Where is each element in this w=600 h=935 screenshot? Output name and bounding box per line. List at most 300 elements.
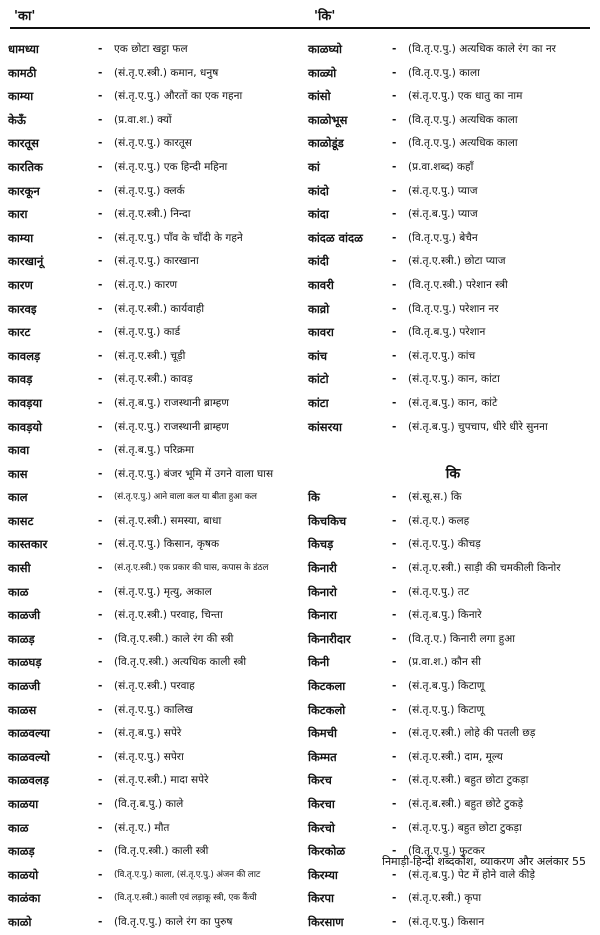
headword: कांदळ वांदळ: [308, 230, 363, 245]
definition: (सं.तृ.ए.पु.) कार्ड: [114, 326, 181, 339]
definition: (वि.तृ.ए.) किनारी लगा हुआ: [408, 632, 515, 645]
separator-dash: -: [392, 538, 397, 551]
definition: (सं.तृ.ए.स्त्री.) लोहे की पतली छड़: [408, 727, 536, 740]
dictionary-entry: [8, 604, 300, 628]
dictionary-entry: [308, 557, 598, 581]
definition: (सं.सू.स.) कि: [408, 491, 462, 504]
separator-dash: -: [392, 66, 397, 79]
headword: काळयो: [8, 867, 39, 882]
separator-dash: -: [392, 90, 397, 103]
separator-dash: -: [98, 66, 103, 79]
dictionary-entry: [8, 132, 300, 156]
headword: काळघड़: [8, 655, 42, 670]
dictionary-entry: [8, 321, 300, 345]
dictionary-entry: [8, 274, 300, 298]
separator-dash: -: [392, 278, 397, 291]
definition: (सं.तृ.ए.पु.) कारखाना: [114, 255, 199, 268]
header-rule: [10, 27, 590, 29]
definition: (सं.तृ.ए.स्त्री.) निन्दा: [114, 208, 191, 221]
headword: कावा: [8, 443, 30, 458]
dictionary-entry: [308, 180, 598, 204]
headword: काळघ्यो: [308, 42, 343, 56]
headword: कांच: [308, 348, 328, 363]
dictionary-entry: [8, 817, 300, 841]
definition: (वि.तृ.ए.पु.) अत्यधिक काला: [408, 113, 518, 126]
headword: कारा: [8, 207, 28, 222]
dictionary-entry: [8, 203, 300, 227]
dictionary-entry: [8, 180, 300, 204]
separator-dash: -: [392, 302, 397, 315]
separator-dash: -: [392, 184, 397, 197]
dictionary-entry: [308, 486, 598, 510]
dictionary-entry: [8, 486, 300, 510]
definition: (वि.तृ.ए.स्त्री.) अत्यधिक काली स्त्री: [114, 656, 247, 669]
headword: किरम्या: [308, 867, 338, 882]
headword: कास्तकार: [8, 537, 48, 552]
definition: (सं.तृ.ए.स्त्री.) कार्यवाही: [114, 302, 205, 315]
separator-dash: -: [98, 845, 103, 858]
separator-dash: -: [392, 915, 397, 928]
headword: कामठी: [8, 65, 37, 80]
dictionary-entry: [8, 746, 300, 770]
headword: किचड़: [308, 537, 334, 552]
headword: किमची: [308, 726, 337, 741]
headword: कांसरया: [308, 419, 342, 434]
definition: (सं.तृ.ब.पु.) पेट में होने वाले कीड़े: [408, 868, 536, 881]
right-column: [308, 38, 598, 935]
separator-dash: -: [98, 137, 103, 150]
separator-dash: -: [392, 420, 397, 433]
separator-dash: -: [392, 609, 397, 622]
definition: (सं.तृ.ब.पु.) परिक्रमा: [114, 444, 194, 457]
separator-dash: -: [98, 278, 103, 291]
dictionary-entry: [308, 887, 598, 911]
definition: (सं.तृ.ब.पु.) किटाणू: [408, 680, 485, 693]
headword: काळोभूस: [308, 112, 348, 127]
definition: (सं.तृ.ए.) मौत: [114, 821, 170, 834]
separator-dash: -: [98, 680, 103, 693]
separator-dash: -: [392, 892, 397, 905]
separator-dash: -: [392, 231, 397, 244]
separator-dash: -: [98, 444, 103, 457]
dictionary-entry: [308, 911, 598, 935]
dictionary-entry: [308, 769, 598, 793]
dictionary-entry: [308, 793, 598, 817]
headword: किम्मत: [308, 749, 337, 764]
separator-dash: -: [392, 349, 397, 362]
headword: काळड़: [8, 631, 35, 646]
dictionary-entry: [8, 85, 300, 109]
definition: (सं.तृ.ए.पु.) क्लर्क: [114, 184, 185, 197]
separator-dash: -: [98, 798, 103, 810]
definition: (प्र.वा.श.) क्यों: [114, 113, 172, 126]
definition: (वि.तृ.ए.पु.) अत्यधिक काले रंग का नर: [408, 43, 556, 55]
definition: (वि.तृ.ए.स्त्री.) काले रंग की स्त्री: [114, 632, 234, 645]
dictionary-entry: [8, 864, 300, 888]
headword: कावड़: [8, 372, 33, 387]
headword: किरकोळ: [308, 844, 346, 859]
separator-dash: -: [98, 703, 103, 716]
headword: किरचा: [308, 797, 335, 811]
section-heading: कि: [445, 465, 461, 482]
definition: (वि.तृ.ए.पु.) फुटकर: [408, 845, 485, 858]
dictionary-entry: [308, 722, 598, 746]
separator-dash: -: [98, 632, 103, 645]
separator-dash: -: [98, 727, 103, 740]
right-column-header: 'कि': [314, 9, 336, 24]
separator-dash: -: [98, 420, 103, 433]
dictionary-entry: [308, 604, 598, 628]
definition: (सं.तृ.ए.स्त्री.) कावड़: [114, 373, 193, 386]
separator-dash: -: [392, 255, 397, 268]
definition: एक छोटा खट्टा फल: [114, 43, 188, 55]
definition: (सं.तृ.ए.पु.) बहुत छोटा टुकड़ा: [408, 821, 522, 834]
dictionary-entry: [308, 85, 598, 109]
headword: काळस: [8, 702, 37, 717]
definition: (वि.तृ.ए.स्त्री.) परेशान स्त्री: [408, 278, 508, 291]
separator-dash: -: [98, 656, 103, 669]
definition: (सं.तृ.ए.) कलह: [408, 514, 470, 527]
separator-dash: -: [98, 750, 103, 763]
headword: कावरी: [308, 277, 334, 292]
headword: किनारा: [308, 608, 337, 623]
definition: (सं.तृ.ए.पु.) प्याज: [408, 184, 478, 197]
definition: (सं.तृ.ए.स्त्री.) समस्या, बाधा: [114, 514, 222, 527]
definition: (सं.तृ.ए.स्त्री.) छोटा प्याज: [408, 255, 506, 268]
headword: काळो: [8, 914, 32, 929]
left-column-header: 'का': [14, 9, 36, 24]
separator-dash: -: [98, 467, 103, 480]
dictionary-entry: [8, 533, 300, 557]
definition: (वि.तृ.ए.पु.) अत्यधिक काला: [408, 137, 518, 150]
headword: कांटो: [308, 372, 329, 387]
separator-dash: -: [392, 208, 397, 221]
dictionary-entry: [8, 392, 300, 416]
headword: काळजी: [8, 679, 41, 694]
dictionary-entry: [8, 439, 300, 463]
dictionary-entry: [8, 368, 300, 392]
headword: कारतिक: [8, 159, 43, 174]
headword: कारतूस: [8, 136, 39, 151]
dictionary-entry: [8, 345, 300, 369]
dictionary-entry: [8, 675, 300, 699]
dictionary-entry: [8, 227, 300, 251]
dictionary-entry: [308, 651, 598, 675]
headword: काळ: [8, 820, 29, 835]
headword: काळड़: [8, 844, 35, 859]
separator-dash: -: [98, 113, 103, 126]
separator-dash: -: [392, 680, 397, 693]
headword: कांसो: [308, 89, 331, 104]
definition: (सं.तृ.ए.पु.) कान, कांटा: [408, 373, 500, 386]
headword: काळवल्यो: [8, 749, 50, 764]
separator-dash: -: [392, 326, 397, 339]
definition: (सं.तृ.ब.स्त्री.) बहुत छोटे टुकड़े: [408, 798, 524, 810]
headword: कास: [8, 466, 28, 481]
definition: (सं.तृ.ए.स्त्री.) साड़ी की चमकीली किनोर: [408, 562, 561, 575]
dictionary-entry: [308, 392, 598, 416]
definition: (सं.तृ.ए.पु.) राजस्थानी ब्राम्हण: [114, 420, 229, 433]
dictionary-entry: [308, 699, 598, 723]
headword: काव्रो: [308, 301, 330, 316]
dictionary-entry: [8, 250, 300, 274]
separator-dash: -: [98, 255, 103, 268]
definition: (सं.तृ.ए.पु.) तट: [408, 585, 470, 598]
dictionary-entry: [308, 203, 598, 227]
dictionary-entry: [308, 62, 598, 86]
headword: कि: [308, 490, 320, 505]
headword: किनारीदार: [308, 631, 351, 646]
dictionary-entry: [308, 817, 598, 841]
definition: (सं.तृ.ए.पु.) औरतों का एक गहना: [114, 90, 243, 103]
headword: किरपा: [308, 891, 335, 906]
definition: (सं.तृ.ए.स्त्री.) चूड़ी: [114, 349, 186, 362]
definition: (सं.तृ.ब.पु.) कान, कांटे: [408, 396, 498, 409]
headword: कांदी: [308, 254, 329, 269]
headword: कारवइ: [8, 301, 37, 316]
definition: (सं.तृ.ए.पु.) कालिख: [114, 703, 193, 716]
dictionary-entry: [308, 298, 598, 322]
dictionary-entry: [8, 887, 300, 911]
separator-dash: -: [392, 798, 397, 810]
definition: (सं.तृ.ए.स्त्री.) परवाह, चिन्ता: [114, 609, 223, 622]
headword: कावलड़: [8, 348, 41, 363]
headword: किटकला: [308, 679, 346, 694]
separator-dash: -: [392, 774, 397, 787]
headword: काळंका: [8, 891, 41, 906]
dictionary-entry: [8, 699, 300, 723]
headword: कासी: [8, 561, 31, 576]
definition: (सं.तृ.ब.पु.) चुपचाप, धीरे धीरे सुनना: [408, 420, 548, 433]
dictionary-entry: [308, 533, 598, 557]
dictionary-entry: [308, 38, 598, 62]
definition: (सं.तृ.ए.पु.) एक हिन्दी महिना: [114, 160, 228, 173]
dictionary-entry: [8, 298, 300, 322]
separator-dash: -: [98, 373, 103, 386]
headword: किचकिच: [308, 513, 347, 528]
separator-dash: -: [98, 208, 103, 221]
definition: (वि.तृ.ए.पु.) बेचैन: [408, 231, 478, 244]
dictionary-entry: [8, 722, 300, 746]
separator-dash: -: [98, 562, 103, 575]
definition: (सं.तृ.ए.पु.) कारतूस: [114, 137, 192, 150]
definition: (सं.तृ.ए.स्त्री.) दाम, मूल्य: [408, 750, 503, 763]
separator-dash: -: [392, 632, 397, 645]
definition: (वि.तृ.ए.स्त्री.) काली एवं लड़ाकू स्त्री, एक कैंची: [114, 893, 257, 904]
dictionary-entry: [308, 416, 598, 440]
definition: (सं.तृ.ब.पु.) किनारे: [408, 609, 482, 622]
headword: काळ्यो: [308, 65, 337, 80]
separator-dash: -: [98, 43, 103, 55]
separator-dash: -: [392, 514, 397, 527]
headword: किनी: [308, 655, 330, 670]
dictionary-entry: [8, 109, 300, 133]
definition: (सं.तृ.ए.पु.) एक धातु का नाम: [408, 90, 523, 103]
page-footer: निमाड़ी-हिन्दी शब्दकोश, व्याकरण और अलंकार 55: [382, 855, 586, 868]
separator-dash: -: [98, 609, 103, 622]
separator-dash: -: [98, 302, 103, 315]
separator-dash: -: [98, 585, 103, 598]
definition: (सं.तृ.ब.पु.) राजस्थानी ब्राम्हण: [114, 396, 229, 409]
dictionary-entry: [8, 769, 300, 793]
definition: (प्र.वा.श.) कौन सी: [408, 656, 481, 669]
definition: (सं.तृ.ए.पु.) कांच: [408, 349, 476, 362]
dictionary-entry: [8, 557, 300, 581]
definition: (सं.तृ.ब.पु.) सपेरे: [114, 727, 182, 740]
dictionary-entry: [8, 38, 300, 62]
separator-dash: -: [392, 396, 397, 409]
headword: काम्या: [8, 89, 34, 104]
dictionary-entry: [8, 156, 300, 180]
separator-dash: -: [98, 538, 103, 551]
definition: (वि.तृ.ए.पु.) काला: [408, 66, 480, 79]
separator-dash: -: [98, 349, 103, 362]
separator-dash: -: [392, 727, 397, 740]
separator-dash: -: [98, 326, 103, 339]
separator-dash: -: [98, 821, 103, 834]
separator-dash: -: [392, 373, 397, 386]
headword: काळवल्या: [8, 726, 50, 741]
separator-dash: -: [98, 514, 103, 527]
separator-dash: -: [392, 656, 397, 669]
headword: कारण: [8, 277, 33, 292]
dictionary-entry: [308, 746, 598, 770]
headword: काळया: [8, 797, 39, 811]
dictionary-entry: [8, 911, 300, 935]
headword: केऊँ: [8, 112, 26, 127]
left-column: [8, 38, 300, 935]
separator-dash: -: [98, 90, 103, 103]
headword: काळोडूंड: [308, 136, 344, 151]
dictionary-entry: [8, 651, 300, 675]
definition: (सं.तृ.ए.पु.) किसान: [408, 915, 485, 928]
dictionary-entry: [308, 250, 598, 274]
definition: (सं.तृ.ए.स्त्री.) परवाह: [114, 680, 195, 693]
headword: कांदो: [308, 183, 329, 198]
headword: कांदा: [308, 207, 329, 222]
section-heading-row: [308, 463, 598, 487]
headword: काळवलड़: [8, 773, 49, 788]
definition: (सं.तृ.ए.स्त्री.) एक प्रकार की घास, कपास के डंठल: [114, 563, 269, 574]
definition: (सं.तृ.ए.स्त्री.) कृपा: [408, 892, 482, 905]
definition: (सं.तृ.ए.पु.) किटाणू: [408, 703, 485, 716]
definition: (प्र.वा.शब्द) कहाँ: [408, 160, 474, 173]
dictionary-entry: [8, 510, 300, 534]
headword: कारखानूं: [8, 254, 44, 269]
dictionary-entry: [8, 62, 300, 86]
dictionary-entry: [308, 628, 598, 652]
dictionary-entry: [308, 156, 598, 180]
headword: किरसाण: [308, 914, 344, 929]
headword: कारट: [8, 325, 31, 340]
separator-dash: -: [392, 845, 397, 858]
separator-dash: -: [392, 868, 397, 881]
definition: (सं.तृ.ए.स्त्री.) बहुत छोटा टुकड़ा: [408, 774, 529, 787]
dictionary-entry: [8, 463, 300, 487]
separator-dash: -: [98, 774, 103, 787]
dictionary-entry: [308, 581, 598, 605]
blank-row: [308, 439, 598, 463]
separator-dash: -: [98, 868, 103, 881]
definition: (सं.तृ.ए.पु.) किसान, कृषक: [114, 538, 220, 551]
definition: (वि.तृ.ए.पु.) काला, (सं.तृ.ए.पु.) अंजन की लाट: [114, 869, 261, 880]
dictionary-entry: [308, 510, 598, 534]
separator-dash: -: [98, 396, 103, 409]
definition: (वि.तृ.ब.पु.) परेशान: [408, 326, 486, 339]
separator-dash: -: [392, 43, 397, 55]
headword: किरचो: [308, 820, 335, 835]
headword: किनारी: [308, 561, 337, 576]
separator-dash: -: [392, 160, 397, 173]
definition: (सं.तृ.ए.स्त्री.) मादा सपेरे: [114, 774, 209, 787]
dictionary-entry: [8, 793, 300, 817]
definition: (सं.तृ.ए.) कारण: [114, 278, 178, 291]
headword: काम्या: [8, 230, 34, 245]
dictionary-entry: [8, 840, 300, 864]
headword: कांटा: [308, 395, 329, 410]
definition: (सं.तृ.ब.पु.) प्याज: [408, 208, 478, 221]
dictionary-entry: [8, 581, 300, 605]
headword: कावड़या: [8, 395, 43, 410]
dictionary-entry: [308, 368, 598, 392]
separator-dash: -: [392, 137, 397, 150]
headword: काळजी: [8, 608, 41, 623]
separator-dash: -: [392, 585, 397, 598]
headword: कां: [308, 159, 320, 174]
definition: (सं.तृ.ए.पु.) मृत्यु, अकाल: [114, 585, 212, 598]
dictionary-entry: [308, 132, 598, 156]
definition: (वि.तृ.ए.स्त्री.) काली स्त्री: [114, 845, 209, 858]
headword: काल: [8, 490, 28, 505]
definition: (वि.तृ.ए.पु.) काले रंग का पुरुष: [114, 915, 233, 928]
dictionary-entry: [308, 345, 598, 369]
headword: किनारो: [308, 584, 337, 599]
dictionary-entry: [8, 416, 300, 440]
separator-dash: -: [98, 915, 103, 928]
separator-dash: -: [98, 491, 103, 504]
definition: (सं.तृ.ए.पु.) बंजर भूमि में उगने वाला घास: [114, 467, 274, 480]
definition: (सं.तृ.ए.पु.) आने वाला कल या बीता हुआ कल: [114, 492, 257, 503]
dictionary-entry: [308, 227, 598, 251]
definition: (सं.तृ.ए.पु.) कीचड़: [408, 538, 481, 551]
definition: (वि.तृ.ए.पु.) परेशान नर: [408, 302, 499, 315]
separator-dash: -: [392, 562, 397, 575]
definition: (सं.तृ.ए.स्त्री.) कमान, धनुष: [114, 66, 219, 79]
separator-dash: -: [98, 160, 103, 173]
definition: (वि.तृ.ब.पु.) काले: [114, 798, 184, 810]
separator-dash: -: [98, 231, 103, 244]
separator-dash: -: [392, 750, 397, 763]
separator-dash: -: [392, 703, 397, 716]
headword: कासट: [8, 513, 34, 528]
separator-dash: -: [392, 491, 397, 504]
headword: किरच: [308, 773, 332, 788]
separator-dash: -: [392, 821, 397, 834]
headword: कावरा: [308, 325, 334, 340]
headword: काळ: [8, 584, 29, 599]
dictionary-entry: [308, 274, 598, 298]
dictionary-entry: [308, 321, 598, 345]
separator-dash: -: [392, 113, 397, 126]
separator-dash: -: [98, 892, 103, 905]
headword: कावड़यो: [8, 419, 43, 434]
separator-dash: -: [98, 184, 103, 197]
definition: (सं.तृ.ए.पु.) सपेरा: [114, 750, 184, 763]
dictionary-entry: [308, 109, 598, 133]
headword: कारकून: [8, 183, 40, 198]
definition: (सं.तृ.ए.पु.) पाँव के चाँदी के गहने: [114, 231, 243, 244]
dictionary-entry: [308, 675, 598, 699]
